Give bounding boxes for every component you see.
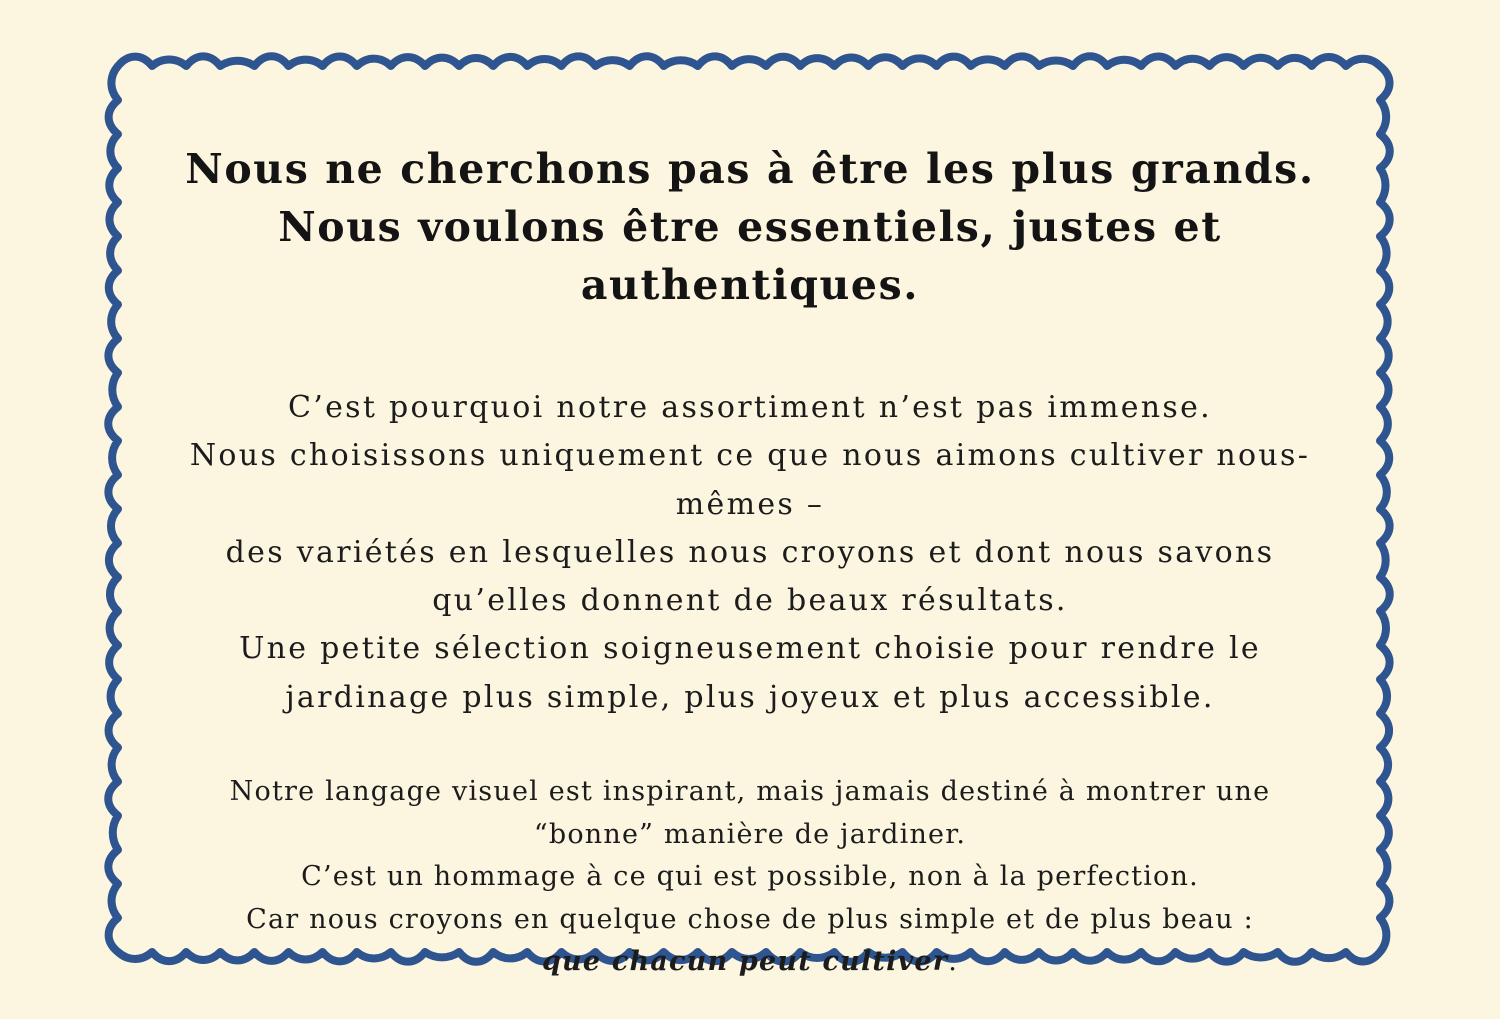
- paragraph1-line-5: qu’elles donnent de beaux résultats.: [432, 583, 1068, 619]
- paragraph1-line-6: Une petite sélection soigneusement choisie pour rendre le: [239, 631, 1261, 667]
- paragraph1-line-3: mêmes –: [675, 486, 825, 522]
- paragraph2-line-1: Notre langage visuel est inspirant, mais jamais destiné à montrer une: [229, 776, 1271, 808]
- paragraph1-line-2: Nous choisissons uniquement ce que nous aimons cultiver nous-: [189, 438, 1311, 474]
- paragraph1-line-7: jardinage plus simple, plus joyeux et plus accessible.: [285, 679, 1215, 715]
- headline-line-2: Nous voulons être essentiels, justes et authentiques.: [278, 203, 1222, 309]
- closing-emphasis: que chacun peut cultiver: [541, 946, 949, 978]
- headline-line-1: Nous ne cherchons pas à être les plus grands.: [185, 145, 1315, 193]
- paragraph-visual-language: [160, 771, 1340, 984]
- closing-period: .: [948, 946, 959, 978]
- paragraph2-line-3: C’est un hommage à ce qui est possible, non à la perfection.: [301, 861, 1199, 893]
- paragraph2-line-5: [160, 941, 1340, 984]
- paragraph1-line-4: des variétés en lesquelles nous croyons et dont nous savons: [225, 534, 1275, 570]
- paragraph-assortment: [160, 384, 1340, 722]
- paragraph1-line-1: C’est pourquoi notre assortiment n’est pas immense.: [288, 390, 1212, 425]
- paragraph2-line-4: Car nous croyons en quelque chose de plus simple et de plus beau :: [246, 903, 1254, 935]
- paragraph2-line-2: “bonne” manière de jardiner.: [533, 818, 967, 850]
- headline: [150, 140, 1350, 314]
- text-panel: [150, 140, 1350, 984]
